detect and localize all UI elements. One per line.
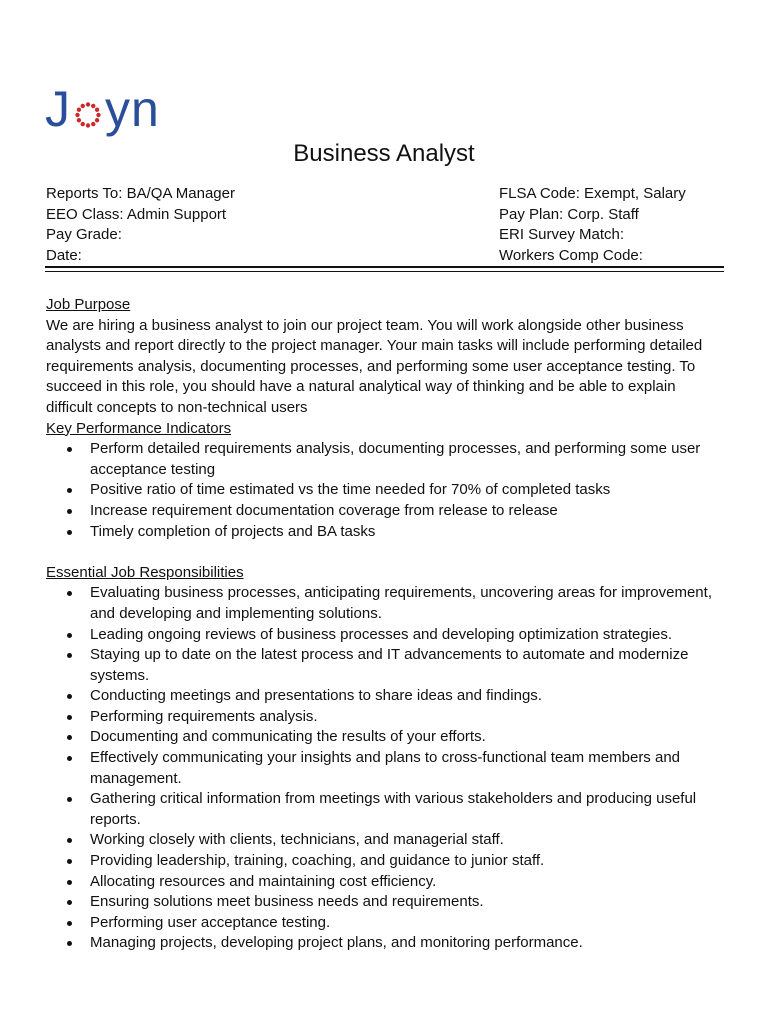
logo-ring-dot [77, 118, 81, 122]
flsa-code-field: FLSA Code: Exempt, Salary [499, 185, 686, 202]
logo-prefix: J [45, 81, 71, 137]
logo-ring-dot [95, 118, 99, 122]
logo-ring-dot [91, 122, 95, 126]
logo-ring-dot [86, 123, 90, 127]
kpi-item: Positive ratio of time estimated vs the time needed for 70% of completed tasks [46, 480, 726, 501]
responsibility-item: Staying up to date on the latest process and IT advancements to automate and modernize systems. [46, 645, 726, 686]
header-divider-thick [45, 266, 724, 268]
job-purpose-heading: Job Purpose [46, 296, 131, 313]
responsibility-item: Performing requirements analysis. [46, 707, 726, 728]
section-spacer [46, 542, 726, 563]
pay-plan-field: Pay Plan: Corp. Staff [499, 205, 639, 223]
responsibility-item: Ensuring solutions meet business needs and requirements. [46, 892, 726, 913]
logo-ring-dot [75, 113, 79, 117]
eri-survey-field: ERI Survey Match: [499, 226, 625, 244]
header-divider-thin [45, 271, 724, 272]
responsibilities-list [46, 583, 726, 954]
responsibility-item: Working closely with clients, technicians, and managerial staff. [46, 830, 726, 851]
logo-suffix: yn [105, 81, 160, 137]
logo-ring-dot [81, 122, 85, 126]
workers-comp-field: Workers Comp Code: [499, 246, 643, 264]
logo-ring-icon [73, 100, 103, 130]
logo-ring-dot [96, 113, 100, 117]
responsibility-item: Effectively communicating your insights and plans to cross-functional team members and management. [46, 748, 726, 789]
responsibility-item: Performing user acceptance testing. [46, 913, 726, 934]
kpi-heading: Key Performance Indicators [46, 419, 232, 437]
responsibility-item: Documenting and communicating the results of your efforts. [46, 727, 726, 748]
meta-right-column [499, 184, 686, 266]
kpi-item: Increase requirement documentation coverage from release to release [46, 501, 726, 522]
responsibility-item: Gathering critical information from meetings with various stakeholders and producing useful reports. [46, 789, 726, 830]
logo-ring-dot [81, 104, 85, 108]
meta-left-column [46, 184, 235, 266]
kpi-item: Timely completion of projects and BA tasks [46, 522, 726, 543]
logo-ring-dot [91, 104, 95, 108]
job-purpose-text: We are hiring a business analyst to join our project team. You will work alongside other business analysts and report directly to the project manager. Your main tasks will include performing detailed requirements analysis, documenting processes, and performing some user acceptance testing. To succeed in this role, you should have a natural analytical way of thinking and be able to explain difficult concepts to non-technical users [46, 316, 703, 416]
document-title: Business Analyst [293, 140, 475, 167]
kpi-list [46, 439, 726, 542]
reports-to-field: Reports To: BA/QA Manager [46, 185, 235, 202]
company-logo [45, 78, 160, 137]
responsibility-item: Leading ongoing reviews of business processes and developing optimization strategies. [46, 625, 726, 646]
document-body [46, 295, 726, 954]
responsibility-item: Providing leadership, training, coaching, and guidance to junior staff. [46, 851, 726, 872]
responsibility-item: Managing projects, developing project plans, and monitoring performance. [46, 933, 726, 954]
responsibility-item: Allocating resources and maintaining cost efficiency. [46, 872, 726, 893]
kpi-item: Perform detailed requirements analysis, documenting processes, and performing some user acceptance testing [46, 439, 726, 480]
date-field: Date: [46, 246, 82, 264]
responsibilities-heading: Essential Job Responsibilities [46, 563, 244, 581]
responsibility-item: Conducting meetings and presentations to share ideas and findings. [46, 686, 726, 707]
responsibility-item: Evaluating business processes, anticipating requirements, uncovering areas for improvement, and developing and implementing solutions. [46, 583, 726, 624]
logo-ring-dot [77, 108, 81, 112]
logo-ring-dot [86, 102, 90, 106]
pay-grade-field: Pay Grade: [46, 226, 122, 244]
logo-ring-dot [95, 108, 99, 112]
eeo-class-field: EEO Class: Admin Support [46, 205, 227, 223]
